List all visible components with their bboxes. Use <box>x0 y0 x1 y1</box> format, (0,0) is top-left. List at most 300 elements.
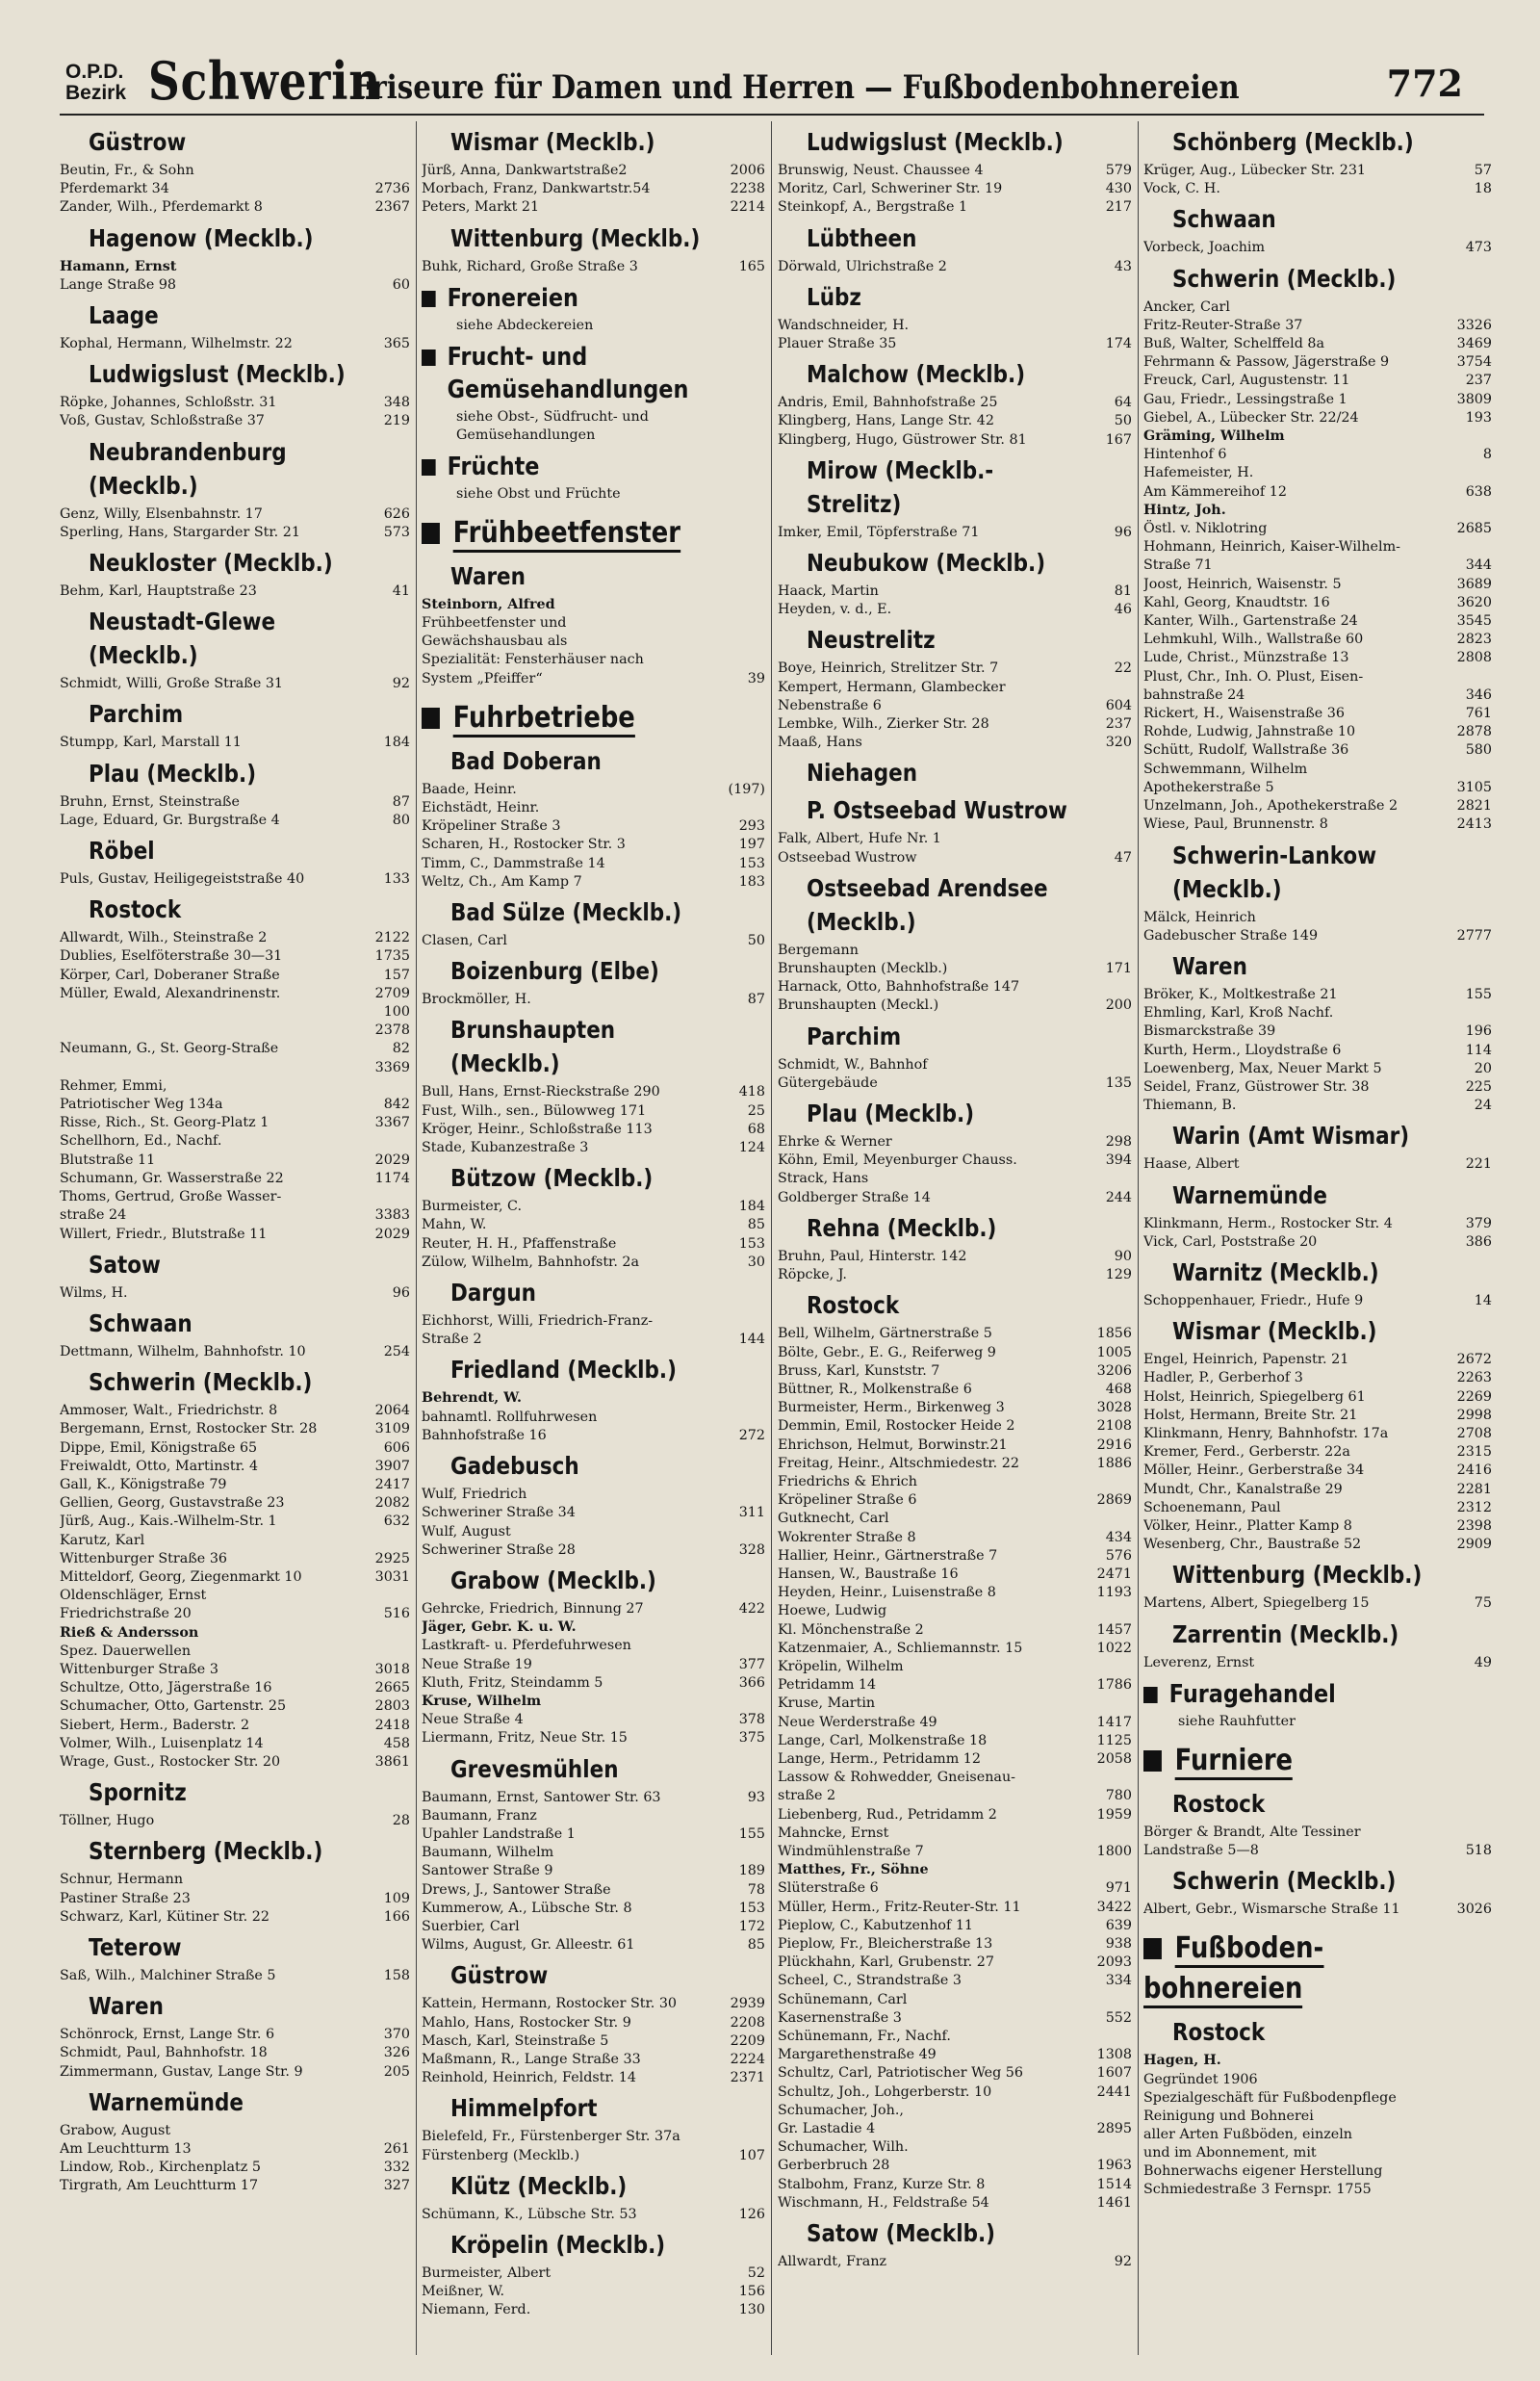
listing-entry <box>778 317 1132 353</box>
listing-entry <box>60 2063 410 2082</box>
listing-phone: 366 <box>738 1674 765 1691</box>
place-heading: Wittenburg (Mecklb.) <box>1172 1561 1423 1590</box>
listing-entry <box>778 524 1132 542</box>
listing-phone: 2998 <box>1456 1407 1492 1423</box>
listing-entry <box>1143 1155 1492 1174</box>
listing-name: Bölte, Gebr., E. G., Reiferweg 9 <box>778 1344 996 1360</box>
header-rule <box>60 114 1484 116</box>
listing-entry <box>1143 372 1492 390</box>
place-heading: Warin (Amt Wismar) <box>1172 1122 1410 1151</box>
listing-name: Rohde, Ludwig, Jahnstraße 10 <box>1143 724 1356 740</box>
listing-name: Kremer, Ferd., Gerberstr. 22a <box>1143 1444 1350 1461</box>
listing-name: Wandschneider, H. Plauer Straße 35 <box>778 317 910 352</box>
listing-phone: 2367 <box>374 199 410 216</box>
listing-entry <box>60 1624 410 1643</box>
listing-name: Bielefeld, Fr., Fürstenberger Str. 37a Fürstenberg (Mecklb.) <box>422 2129 680 2163</box>
listing-name: Börger & Brandt, Alte Tessiner Landstraße 5—8 <box>1143 1824 1361 1858</box>
listing-name: Hadler, P., Gerberhof 3 <box>1143 1370 1303 1386</box>
listing-entry <box>778 1954 1132 1972</box>
listing-name: Schumacher, Otto, Gartenstr. 25 <box>60 1698 287 1715</box>
listing-name: Schellhorn, Ed., Nachf. Blutstraße 11 <box>60 1133 222 1168</box>
listing-phone: 2064 <box>374 1403 410 1419</box>
listing-name: Lude, Christ., Münzstraße 13 <box>1143 650 1349 666</box>
listing-entry <box>1143 761 1492 797</box>
listing-name: Genz, Willy, Elsenbahnstr. 17 <box>60 505 263 522</box>
listing-name: Falk, Albert, Hufe Nr. 1 Ostseebad Wustrow <box>778 831 941 866</box>
listing-phone: 1461 <box>1096 2194 1132 2211</box>
listing-phone: 2122 <box>374 930 410 946</box>
listing-name: Schünemann, Carl Kasernenstraße 3 <box>778 1991 908 2026</box>
listing-name: Hohmann, Heinrich, Kaiser-Wilhelm- Straße 71 <box>1143 539 1400 574</box>
place-heading: Neukloster (Mecklb.) <box>89 549 333 578</box>
listing-entry <box>1143 1215 1492 1233</box>
listing-name: Spez. Dauerwellen Wittenburger Straße 3 <box>60 1643 218 1677</box>
place-heading: Güstrow <box>89 128 187 156</box>
listing-phone: 171 <box>1105 961 1132 977</box>
listing-name: Kruse, Martin Neue Werderstraße 49 <box>778 1695 937 1730</box>
listing-name: Lehmkuhl, Wilh., Wallstraße 60 <box>1143 632 1364 648</box>
listing-name: Töllner, Hugo <box>60 1813 155 1829</box>
listing-phone: 422 <box>738 1600 765 1617</box>
place-heading: Rostock <box>89 895 182 924</box>
listing-name: Lage, Eduard, Gr. Burgstraße 4 <box>60 812 280 828</box>
listing-entry <box>1143 1594 1492 1613</box>
category-title: Fuhrbetriebe <box>453 701 635 738</box>
listing-name: Timm, C., Dammstraße 14 <box>422 855 605 871</box>
listing-entry <box>60 2122 410 2159</box>
listing-name: Schmidt, Paul, Bahnhofstr. 18 <box>60 2045 268 2061</box>
cross-reference: siehe Obst-, Südfrucht- und Gemüsehandlungen <box>456 408 649 443</box>
listing-phone: 2803 <box>374 1698 410 1715</box>
listing-phone: 1005 <box>1096 1344 1132 1360</box>
listing-name: Burmeister, Herm., Birkenweg 3 <box>778 1400 1005 1416</box>
listing-name: Dettmann, Wilhelm, Bahnhofstr. 10 <box>60 1343 306 1359</box>
category-title: Fußboden- bohnereien <box>1143 1931 1323 2008</box>
listing-entry <box>1143 668 1492 705</box>
listing-name: Demmin, Emil, Rostocker Heide 2 <box>778 1418 1015 1435</box>
listing-name: Suerbier, Carl <box>422 1918 520 1934</box>
place-heading: Teterow <box>89 1932 182 1961</box>
listing-entry <box>60 1735 410 1753</box>
listing-name: Saß, Wilh., Malchiner Straße 5 <box>60 1967 276 1983</box>
listing-phone: 327 <box>383 2178 410 2194</box>
place-heading: Mirow (Mecklb.-Strelitz) <box>807 455 994 518</box>
listing-entry <box>778 601 1132 619</box>
listing-entry <box>422 855 765 873</box>
listing-phone: 579 <box>1105 163 1132 178</box>
listing-phone: 8 <box>1482 447 1492 463</box>
listing-entry <box>60 1532 410 1568</box>
listing-phone: 189 <box>738 1863 765 1879</box>
listing-name: Sperling, Hans, Stargarder Str. 21 <box>60 524 300 540</box>
place-heading: Wittenburg (Mecklb.) <box>450 223 701 252</box>
listing-name: Leverenz, Ernst <box>1143 1654 1255 1670</box>
listing-name: Loewenberg, Max, Neuer Markt 5 <box>1143 1060 1382 1076</box>
listing-phone: 2214 <box>730 199 765 216</box>
listing-entry <box>60 582 410 601</box>
place-heading: Schönberg (Mecklb.) <box>1172 128 1414 156</box>
place-heading: Plau (Mecklb.) <box>89 759 257 788</box>
listing-name: Baumann, Wilhelm Santower Straße 9 <box>422 1845 554 1879</box>
listing-name: Maßmann, R., Lange Straße 33 <box>422 2051 641 2067</box>
listing-phone: 348 <box>383 395 410 411</box>
listing-entry <box>422 1618 765 1637</box>
place-heading: Kröpelin (Mecklb.) <box>450 2230 666 2259</box>
listing-phone: 87 <box>747 992 765 1008</box>
listing-phone: 3689 <box>1456 576 1492 592</box>
listing-entry <box>60 1077 410 1114</box>
listing-phone: 90 <box>1114 1248 1132 1264</box>
listing-name: Volmer, Wilh., Luisenplatz 14 <box>60 1735 264 1751</box>
listing-name: Mälck, Heinrich Gadebuscher Straße 149 <box>1143 909 1319 944</box>
listing-phone: 573 <box>383 524 410 540</box>
listing-phone: 2939 <box>730 1996 765 2012</box>
listing-entry <box>778 1566 1132 1584</box>
listing-name: Bergemann Brunshaupten (Mecklb.) <box>778 942 948 977</box>
listing-name: Buhk, Richard, Große Straße 3 <box>422 258 638 274</box>
listing-phone: 2909 <box>1456 1537 1492 1553</box>
listing-entry <box>422 1121 765 1139</box>
listing-name: Schumacher, Joh., Gr. Lastadie 4 <box>778 2102 904 2137</box>
listing-entry <box>1143 446 1492 464</box>
listing-phone: 3109 <box>374 1421 410 1437</box>
listing-name: Gutknecht, Carl Wokrenter Straße 8 <box>778 1511 916 1545</box>
listing-entry <box>422 1254 765 1272</box>
listing-entry <box>60 1343 410 1361</box>
place-heading: Schwerin-Lankow (Mecklb.) <box>1172 841 1377 903</box>
category-title: Früchte <box>447 452 540 481</box>
listing-phone: 1607 <box>1096 2065 1132 2082</box>
listing-phone: 3545 <box>1456 613 1492 630</box>
listing-entry <box>422 1409 765 1445</box>
listing-name: Schönrock, Ernst, Lange Str. 6 <box>60 2027 275 2043</box>
listing-name: Stumpp, Karl, Marstall 11 <box>60 735 242 751</box>
advertisement-text: Gegründet 1906 Spezialgeschäft für Fußbodenpflege Reinigung und Bohnerei aller Arten Fußböden, einzeln und im Abonnement, mit Bohnerwachs eigener Herstellung Schmiedestraße 3 Fernspr. 1755 <box>1143 2071 1397 2197</box>
place-heading: Rostock <box>1172 2018 1266 2047</box>
listing-name: Röpke, Johannes, Schloßstr. 31 <box>60 395 277 411</box>
listing-phone: 193 <box>1465 409 1492 426</box>
listing-name: Brockmöller, H. <box>422 992 531 1008</box>
listing-name: Gall, K., Königstraße 79 <box>60 1476 227 1492</box>
listing-name: Allwardt, Franz <box>778 2254 887 2270</box>
listing-entry <box>778 679 1132 715</box>
listing-name: Klingberg, Hugo, Güstrower Str. 81 <box>778 431 1027 448</box>
listing-entry <box>422 1900 765 1918</box>
place-heading: Boizenburg (Elbe) <box>450 957 659 986</box>
listing-name: Kempert, Hermann, Glambecker Nebenstraße 6 <box>778 679 1006 713</box>
listing-name: Wilms, August, Gr. Alleestr. 61 <box>422 1937 635 1954</box>
listing-phone: 2371 <box>730 2070 765 2086</box>
listing-entry <box>60 1439 410 1458</box>
listing-name: Frühbeetfenster und Gewächshausbau als Spezialität: Fensterhäuser nach System „Pfeiffer“ <box>422 615 644 686</box>
listing-phone: 1193 <box>1096 1585 1132 1601</box>
listing-name: Drews, J., Santower Straße <box>422 1881 611 1898</box>
bullet-square-icon <box>422 459 436 476</box>
listing-entry <box>1143 723 1492 741</box>
listing-name: Bruss, Karl, Kunststr. 7 <box>778 1362 940 1379</box>
listing-phone: 434 <box>1105 1529 1132 1545</box>
listing-phone: 1963 <box>1096 2158 1132 2174</box>
listing-name: Boye, Heinrich, Strelitzer Str. 7 <box>778 660 999 677</box>
place-heading: Hagenow (Mecklb.) <box>89 223 314 252</box>
listing-name: Beutin, Fr., & Sohn Pferdemarkt 34 <box>60 163 194 197</box>
listing-phone: 2869 <box>1096 1492 1132 1509</box>
listing-name: Siebert, Herm., Baderstr. 2 <box>60 1717 250 1733</box>
listing-name: Kluth, Fritz, Steindamm 5 <box>422 1674 603 1691</box>
listing-phone: 2029 <box>374 1226 410 1242</box>
listing-phone: 2441 <box>1096 2083 1132 2100</box>
listing-name: Steinborn, Alfred <box>422 596 555 612</box>
listing-name: Imker, Emil, Töpferstraße 71 <box>778 524 980 540</box>
listing-entry <box>60 1753 410 1772</box>
listing-name: Plust, Chr., Inh. O. Plust, Eisen- bahnstraße 24 <box>1143 668 1364 703</box>
listing-entry <box>778 1152 1132 1170</box>
listing-phone: 68 <box>747 1121 765 1137</box>
listing-phone: 43 <box>1114 258 1132 274</box>
listing-name: Liebenberg, Rud., Petridamm 2 <box>778 1806 997 1823</box>
bezirk-label: Bezirk <box>65 82 127 104</box>
listing-name: Lembke, Wilh., Zierker Str. 28 <box>778 716 989 733</box>
listing-name: Kanter, Wilh., Gartenstraße 24 <box>1143 613 1358 630</box>
listing-name: Friedrichs & Ehrich Kröpeliner Straße 6 <box>778 1473 917 1509</box>
place-heading: Schwerin (Mecklb.) <box>1172 264 1397 293</box>
listing-phone: 971 <box>1105 1880 1132 1897</box>
listing-phone: 75 <box>1474 1595 1492 1612</box>
listing-phone: 3754 <box>1456 354 1492 371</box>
listing-phone: 205 <box>383 2063 410 2080</box>
listing-entry <box>778 1473 1132 1510</box>
listing-entry <box>778 582 1132 601</box>
listing-phone: 200 <box>1105 997 1132 1014</box>
place-heading: Schwerin (Mecklb.) <box>89 1368 313 1397</box>
listing-entry <box>422 1600 765 1618</box>
listing-phone: 311 <box>738 1505 765 1521</box>
listing-entry <box>1143 353 1492 372</box>
listing-name: Klingberg, Hans, Lange Str. 42 <box>778 413 994 429</box>
listing-entry <box>60 1697 410 1716</box>
listing-name: Fehrmann & Passow, Jägerstraße 9 <box>1143 354 1390 371</box>
listing-entry <box>1143 180 1492 198</box>
listing-entry <box>1143 1824 1492 1860</box>
listing-entry <box>1143 1042 1492 1060</box>
listing-entry <box>60 162 410 198</box>
listing-name: Mundt, Chr., Kanalstraße 29 <box>1143 1481 1343 1497</box>
place-heading: Grevesmühlen <box>450 1754 619 1783</box>
listing-phone: 761 <box>1465 706 1492 722</box>
listing-phone: 2895 <box>1096 2121 1132 2137</box>
listing-name: Klinkmann, Herm., Rostocker Str. 4 <box>1143 1215 1393 1231</box>
listing-phone: 3031 <box>374 1568 410 1585</box>
listing-phone: 3367 <box>374 1115 410 1131</box>
listing-name: Schütt, Rudolf, Wallstraße 36 <box>1143 742 1349 759</box>
listing-name: Matthes, Fr., Söhne <box>778 1862 929 1878</box>
listing-entry <box>422 1235 765 1254</box>
place-heading: Niehagen <box>807 759 918 788</box>
listing-entry <box>60 2044 410 2062</box>
listing-name: Hamann, Ernst <box>60 258 177 274</box>
listing-entry <box>1143 409 1492 427</box>
category-heading <box>422 341 717 406</box>
listing-name: Hagen, H. <box>1143 2053 1221 2069</box>
listing-name: Schmidt, W., Bahnhof Gütergebäude <box>778 1056 928 1091</box>
listing-entry <box>60 793 410 812</box>
place-heading: Spornitz <box>89 1778 187 1807</box>
listing-name: Reuter, H. H., Pfaffenstraße <box>422 1235 617 1252</box>
listing-phone: 60 <box>392 276 410 293</box>
listing-entry <box>1143 612 1492 631</box>
listing-name: Krüger, Aug., Lübecker Str. 231 <box>1143 163 1367 178</box>
listing-phone: 1417 <box>1096 1714 1132 1730</box>
listing-name: Unzelmann, Joh., Apothekerstraße 2 <box>1143 798 1399 815</box>
listing-phone: 64 <box>1114 395 1132 411</box>
listing-name: Schoenemann, Paul <box>1143 1499 1281 1515</box>
listing-phone: 468 <box>1105 1381 1132 1397</box>
listing-name: Maaß, Hans <box>778 735 862 751</box>
listing-phone: (197) <box>728 781 765 797</box>
listing-phone: 135 <box>1105 1074 1132 1091</box>
place-heading: Dargun <box>450 1279 536 1307</box>
listing-name: Wulf, Friedrich Schweriner Straße 34 <box>422 1487 576 1521</box>
header-city: Schwerin <box>148 50 382 112</box>
listing-entry <box>422 799 765 836</box>
listing-phone: 183 <box>738 873 765 890</box>
listing-entry <box>1143 520 1492 538</box>
listing-name: Brunswig, Neust. Chaussee 4 <box>778 163 984 178</box>
listing-entry <box>422 1486 765 1522</box>
listing-name: Steinkopf, A., Bergstraße 1 <box>778 199 968 216</box>
listing-entry <box>422 2301 765 2319</box>
listing-name: Seidel, Franz, Güstrower Str. 38 <box>1143 1078 1370 1095</box>
listing-entry <box>778 1170 1132 1206</box>
listing-name: Joost, Heinrich, Waisenstr. 5 <box>1143 576 1342 592</box>
place-heading: Malchow (Mecklb.) <box>807 360 1026 389</box>
listing-entry <box>60 967 410 985</box>
listing-entry <box>1143 1536 1492 1554</box>
listing-name: Burmeister, C. <box>422 1199 523 1215</box>
listing-phone: 394 <box>1105 1152 1132 1169</box>
listing-name: Stalbohm, Franz, Kurze Str. 8 <box>778 2176 986 2192</box>
cross-reference: siehe Abdeckereien <box>456 317 594 333</box>
listing-name: Lange Straße 98 <box>60 276 177 293</box>
listing-entry <box>60 870 410 889</box>
listing-name: Baade, Heinr. <box>422 781 517 797</box>
listing-name: Martens, Albert, Spiegelberg 15 <box>1143 1595 1370 1612</box>
listing-entry <box>1143 1499 1492 1517</box>
listing-name: Tirgrath, Am Leuchtturm 17 <box>60 2178 259 2194</box>
listing-name: Kröpelin, Wilhelm Petridamm 14 <box>778 1658 904 1694</box>
listing-name: Hintz, Joh. <box>1143 502 1226 518</box>
place-heading: Klütz (Mecklb.) <box>450 2171 628 2200</box>
listing-phone: 93 <box>747 1789 765 1805</box>
listing-entry <box>60 1643 410 1679</box>
listing-phone: 2417 <box>374 1476 410 1492</box>
listing-entry <box>60 947 410 966</box>
listing-entry <box>60 335 410 353</box>
listing-name: Dublies, Eselföterstraße 30—31 <box>60 948 283 965</box>
listing-name: Thoms, Gertrud, Große Wasser- straße 24 <box>60 1189 282 1224</box>
listing-entry <box>60 1132 410 1169</box>
listing-phone: 124 <box>738 1140 765 1156</box>
listing-entry <box>422 1198 765 1216</box>
listing-name: Zimmermann, Gustav, Lange Str. 9 <box>60 2063 303 2080</box>
listing-phone: 606 <box>383 1439 410 1456</box>
listing-phone: 378 <box>738 1712 765 1728</box>
listing-name: Puls, Gustav, Heiligegeiststraße 40 <box>60 871 305 888</box>
listing-phone: 52 <box>747 2265 765 2281</box>
listing-name: Hintenhof 6 <box>1143 447 1227 463</box>
listing-phone: 25 <box>747 1102 765 1119</box>
listing-name: Köhn, Emil, Meyenburger Chauss. <box>778 1152 1017 1169</box>
category-title: Frucht- und Gemüsehandlungen <box>447 342 689 404</box>
listing-entry <box>60 1513 410 1531</box>
bullet-square-icon <box>422 523 440 544</box>
listing-phone: 3620 <box>1456 594 1492 610</box>
listing-phone: 184 <box>738 1199 765 1215</box>
listing-phone: 144 <box>738 1332 765 1348</box>
listing-phone: 166 <box>383 1908 410 1925</box>
listing-entry <box>778 198 1132 217</box>
listing-phone: 2416 <box>1456 1462 1492 1479</box>
listing-name: Bruhn, Ernst, Steinstraße <box>60 793 240 810</box>
listing-phone: 28 <box>392 1813 410 1829</box>
listing-name: Burmeister, Albert <box>422 2265 552 2281</box>
listing-phone: 3469 <box>1456 336 1492 352</box>
listing-entry <box>422 1523 765 1560</box>
listing-phone: 50 <box>1114 413 1132 429</box>
listing-phone: 184 <box>383 735 410 751</box>
place-heading: Wismar (Mecklb.) <box>450 128 655 156</box>
listing-phone: 20 <box>1474 1060 1492 1076</box>
listing-name: Kruse, Wilhelm <box>422 1693 542 1709</box>
listing-phone: 576 <box>1105 1547 1132 1564</box>
place-heading: Bad Sülze (Mecklb.) <box>450 898 682 927</box>
place-heading: Bad Doberan <box>450 746 602 775</box>
listing-entry <box>422 1807 765 1844</box>
listing-entry <box>778 162 1132 180</box>
listing-phone: 632 <box>383 1514 410 1530</box>
listing-phone: 2823 <box>1456 632 1492 648</box>
listing-phone: 2672 <box>1456 1352 1492 1368</box>
listing-name: Wischmann, H., Feldstraße 54 <box>778 2194 989 2211</box>
listing-entry <box>778 1991 1132 2028</box>
listing-phone: 14 <box>1474 1292 1492 1308</box>
listing-entry <box>778 1584 1132 1602</box>
listing-name: Katzenmaier, A., Schliemannstr. 15 <box>778 1640 1023 1656</box>
place-heading: Friedland (Mecklb.) <box>450 1356 677 1385</box>
listing-phone: 196 <box>1465 1023 1492 1040</box>
listing-name: Möller, Heinr., Gerberstraße 34 <box>1143 1462 1365 1479</box>
listing-entry <box>60 929 410 947</box>
listing-name: Schoppenhauer, Friedr., Hufe 9 <box>1143 1292 1364 1308</box>
listing-entry <box>422 596 765 614</box>
listing-phone: 272 <box>738 1427 765 1443</box>
listing-entry <box>422 2265 765 2283</box>
place-heading: Himmelpfort <box>450 2094 598 2123</box>
listing-phone: 626 <box>383 505 410 522</box>
listing-name: Bröker, K., Moltkestraße 21 <box>1143 986 1338 1002</box>
listing-entry <box>60 1967 410 1985</box>
listing-entry <box>778 1695 1132 1731</box>
listing-name: Behrendt, W. <box>422 1390 522 1407</box>
listing-phone: 174 <box>1105 336 1132 352</box>
listing-phone: 552 <box>1105 2009 1132 2026</box>
listing-entry <box>60 1679 410 1697</box>
listing-entry <box>422 162 765 180</box>
listing-name: Röpcke, J. <box>778 1267 847 1283</box>
listing-phone: 1856 <box>1096 1326 1132 1342</box>
listing-entry <box>778 734 1132 752</box>
listing-entry <box>60 734 410 752</box>
